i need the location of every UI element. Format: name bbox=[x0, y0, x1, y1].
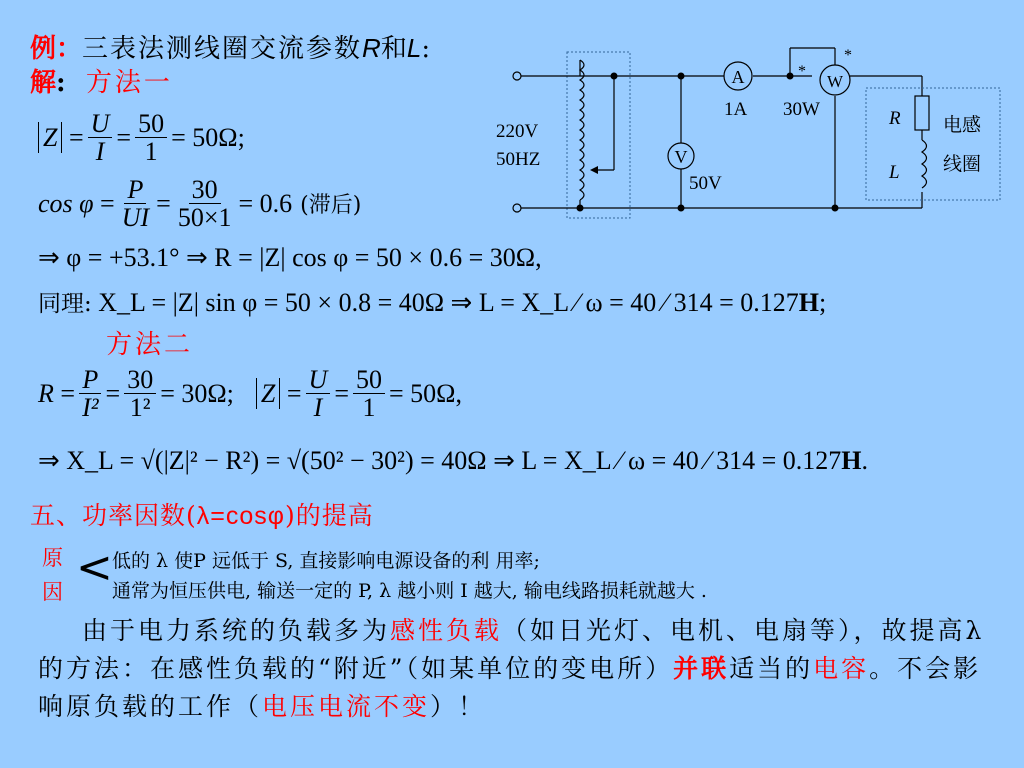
m2-eq1a-f1d: I² bbox=[82, 393, 99, 423]
source-transformer-box bbox=[567, 52, 630, 218]
m1-line4-unit: H bbox=[798, 288, 819, 317]
section5-prefix: 五、功率因数( bbox=[30, 501, 197, 530]
m1-eq1-f1n: U bbox=[88, 110, 113, 138]
m2-eq1b-lhs: Z bbox=[256, 378, 280, 409]
m1-line4-end: ; bbox=[818, 288, 827, 317]
m2-eq1a-f2d: 1² bbox=[129, 393, 151, 423]
m2-line2-unit: H bbox=[841, 446, 862, 475]
ammeter-letter: A bbox=[731, 67, 745, 87]
m1-eq2-f1n: P bbox=[124, 176, 146, 204]
example-and: 和 bbox=[380, 34, 407, 64]
para-p5: 适当的 bbox=[729, 654, 814, 683]
para-p9: ）！ bbox=[430, 692, 487, 721]
solution-label: 解 bbox=[30, 68, 57, 98]
method2-label: 方法二 bbox=[106, 330, 194, 360]
m2-eq1a-f2n: 30 bbox=[124, 366, 156, 394]
example-R: R bbox=[362, 33, 381, 63]
resistor bbox=[915, 96, 929, 130]
m2-eq1: R = $\frac{P}{\text{I²}}$ = $\frac{30}{\text{1²}}$ = 30Ω; Z = $\frac{U}{I}$ = $\frac{50}{1}$ = 50Ω, bbox=[38, 365, 462, 423]
wattmeter-star-top: * bbox=[844, 47, 852, 64]
example-end: : bbox=[421, 34, 431, 64]
example-L: L bbox=[406, 33, 422, 63]
m2-eq1a-lhs: R bbox=[38, 378, 54, 408]
m1-line4-prefix: 同理: bbox=[38, 291, 92, 317]
terminal-bottom bbox=[513, 204, 521, 212]
m1-eq1-f1d: I bbox=[95, 137, 105, 167]
voltmeter-letter: V bbox=[674, 147, 688, 167]
m2-eq1b-f2n: 50 bbox=[353, 366, 385, 394]
m1-line4-body: X_L = |Z| sin φ = 50 × 0.8 = 40Ω ⇒ L = X_L ⁄ ω = 40 ⁄ 314 = 0.127 bbox=[98, 288, 799, 317]
m1-eq1-lhs: Z bbox=[38, 122, 62, 153]
para-capacitor: 电容 bbox=[813, 654, 870, 683]
example-title: 三表法测线圈交流参数 bbox=[82, 34, 363, 64]
m1-eq2-f2d: 50×1 bbox=[177, 203, 232, 233]
example-colon: ： bbox=[56, 34, 83, 64]
node bbox=[611, 73, 618, 80]
m1-eq1: Z = $\frac{U}{I}$ = $\frac{50}{1}$ = 50Ω; bbox=[38, 110, 245, 166]
autotransformer-coil bbox=[580, 60, 584, 200]
terminal-top bbox=[513, 72, 521, 80]
voltmeter-value: 50V bbox=[689, 173, 722, 194]
source-frequency: 50HZ bbox=[496, 149, 541, 170]
para-parallel: 并联 bbox=[673, 654, 730, 683]
m1-eq1-f2d: 1 bbox=[144, 137, 158, 167]
wattmeter-value: 30W bbox=[783, 99, 820, 120]
m1-eq1-f2n: 50 bbox=[135, 110, 167, 138]
resistor-label: R bbox=[889, 108, 901, 129]
inductor-coil-box bbox=[866, 88, 1000, 200]
para-p1: 由于电力系统的负载多为 bbox=[82, 616, 391, 645]
m2-eq1b-f2d: 1 bbox=[362, 393, 376, 423]
m1-eq2-res: = 0.6 bbox=[238, 188, 293, 218]
reason-brace: < bbox=[76, 542, 113, 593]
reason-line-2: 通常为恒压供电, 输送一定的 P, λ 越小则 I 越大, 输电线路损耗就越大 . bbox=[112, 580, 707, 602]
wattmeter-star-left: * bbox=[798, 63, 806, 80]
m1-eq2-note: (滞后) bbox=[300, 193, 362, 219]
coil-label-2: 线圈 bbox=[943, 153, 982, 175]
m1-line3: ⇒ φ = +53.1° ⇒ R = |Z| cos φ = 50 × 0.6 = 30Ω, bbox=[38, 243, 542, 272]
m2-eq1b-f1d: I bbox=[313, 393, 323, 423]
m2-line2-end: . bbox=[861, 446, 869, 475]
ammeter-value: 1A bbox=[724, 99, 748, 120]
m2-line2-body: ⇒ X_L = √(|Z|² − R²) = √(50² − 30²) = 40Ω ⇒ L = X_L ⁄ ω = 40 ⁄ 314 = 0.127 bbox=[38, 446, 842, 475]
para-p3: （如日光灯、电机、电扇等），故提高λ的方法：在感性负载的“附近”（如某单位的变电所） bbox=[38, 616, 985, 683]
para-inductive-load: 感性负载 bbox=[390, 616, 503, 645]
node bbox=[577, 205, 584, 212]
m2-eq1a-res: = 30Ω; bbox=[160, 378, 234, 408]
wattmeter-letter: W bbox=[826, 72, 844, 91]
node bbox=[787, 73, 794, 80]
method1-label: 方法一 bbox=[85, 68, 173, 98]
source-voltage: 220V bbox=[496, 121, 539, 142]
inductor-label: L bbox=[889, 162, 900, 183]
solution-colon: : bbox=[56, 68, 66, 98]
coil-label-1: 电感 bbox=[943, 114, 982, 136]
section5-lambda: λ=cosφ bbox=[196, 502, 285, 530]
section5-suffix: )的提高 bbox=[284, 501, 374, 530]
reason-label-2: 因 bbox=[42, 580, 63, 604]
m1-eq2: cos φ = $\frac{P}{UI}$ = $\frac{30}{50\times 1}$ = 0.6 (滞后) bbox=[38, 175, 362, 233]
m1-eq2-f2n: 30 bbox=[189, 176, 221, 204]
reason-label-1: 原 bbox=[42, 546, 63, 570]
inductor bbox=[922, 140, 927, 188]
m2-eq1b-f1n: U bbox=[306, 366, 331, 394]
node bbox=[832, 205, 839, 212]
m2-eq1b-res: = 50Ω, bbox=[389, 378, 462, 408]
m1-eq2-lhs: cos φ bbox=[38, 188, 94, 218]
example-label: 例 bbox=[30, 34, 57, 64]
m2-eq1a-f1n: P bbox=[79, 366, 101, 394]
reason-line-1: 低的 λ 使P 远低于 S, 直接影响电源设备的利 用率; bbox=[112, 550, 540, 572]
m1-eq1-res: = 50Ω; bbox=[171, 122, 245, 152]
m1-eq2-f1d: UI bbox=[121, 203, 150, 233]
para-vi-unchanged: 电压电流不变 bbox=[262, 692, 431, 721]
para-p7: 。不会影响原负载的工作（ bbox=[38, 654, 982, 721]
